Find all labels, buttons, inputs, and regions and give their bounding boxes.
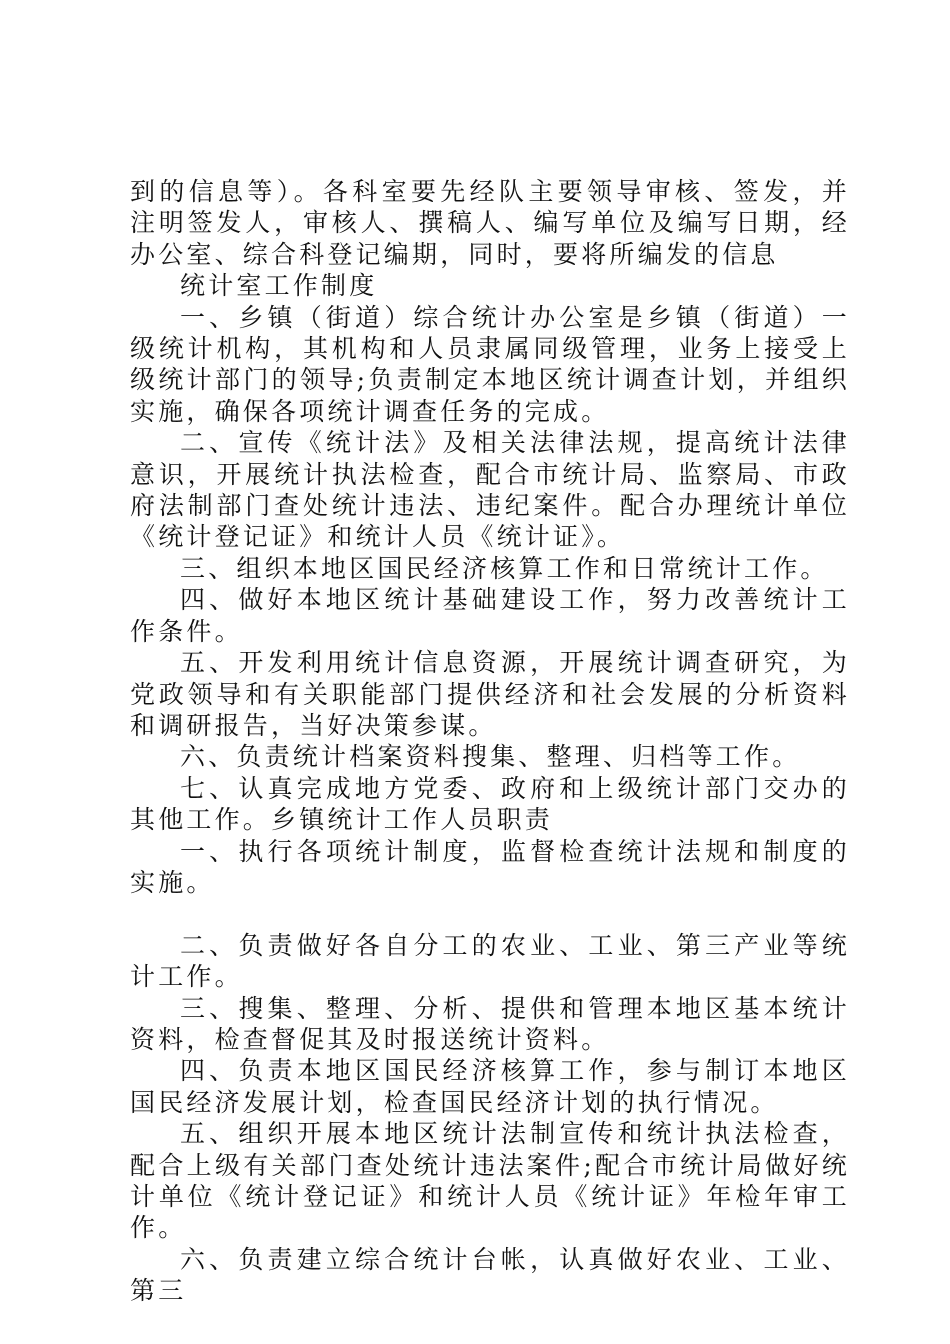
section-heading-statistics-office: 统计室工作制度 — [180, 271, 378, 301]
paragraph-item-5: 五、开发利用统计信息资源，开展统计调查研究，为党政领导和有关职能部门提供经济和社会发展的分析资料和调研报告，当好决策参谋。 — [130, 648, 850, 740]
paragraph-item-3: 三、组织本地区国民经济核算工作和日常统计工作。 — [180, 553, 829, 583]
document-body — [130, 176, 850, 1307]
paragraph-item-6: 六、负责统计档案资料搜集、整理、归档等工作。 — [180, 742, 801, 772]
paragraph-duty-2: 二、负责做好各自分工的农业、工业、第三产业等统计工作。 — [130, 930, 850, 992]
paragraph-item-4: 四、做好本地区统计基础建设工作，努力改善统计工作条件。 — [130, 585, 850, 646]
paragraph-duty-6: 六、负责建立综合统计台帐，认真做好农业、工业、第三 — [130, 1244, 850, 1306]
paragraph-duty-3: 三、搜集、整理、分析、提供和管理本地区基本统计资料，检查督促其及时报送统计资料。 — [130, 993, 850, 1054]
paragraph-continuation: 到的信息等）。各科室要先经队主要领导审核、签发，并注明签发人，审核人、撰稿人、编写单位及编写日期，经办公室、综合科登记编期，同时，要将所编发的信息 — [130, 177, 850, 269]
paragraph-item-7: 七、认真完成地方党委、政府和上级统计部门交办的其他工作。乡镇统计工作人员职责 — [130, 773, 850, 835]
paragraph-duty-4: 四、负责本地区国民经济核算工作，参与制订本地区国民经济发展计划，检查国民经济计划的执行情况。 — [130, 1056, 850, 1117]
paragraph-item-2: 二、宣传《统计法》及相关法律法规，提高统计法律意识，开展统计执法检查，配合市统计局、监察局、市政府法制部门查处统计违法、违纪案件。配合办理统计单位《统计登记证》和统计人员《统计证》。 — [130, 428, 850, 552]
paragraph-item-1: 一、乡镇（街道）综合统计办公室是乡镇（街道）一级统计机构，其机构和人员隶属同级管理，业务上接受上级统计部门的领导;负责制定本地区统计调查计划，并组织实施，确保各项统计调查任务的完成。 — [130, 302, 850, 426]
blank-line — [130, 898, 850, 929]
paragraph-duty-5: 五、组织开展本地区统计法制宣传和统计执法检查，配合上级有关部门查处统计违法案件;配合市统计局做好统计单位《统计登记证》和统计人员《统计证》年检年审工作。 — [130, 1119, 850, 1243]
paragraph-duty-1: 一、执行各项统计制度，监督检查统计法规和制度的实施。 — [130, 836, 850, 897]
